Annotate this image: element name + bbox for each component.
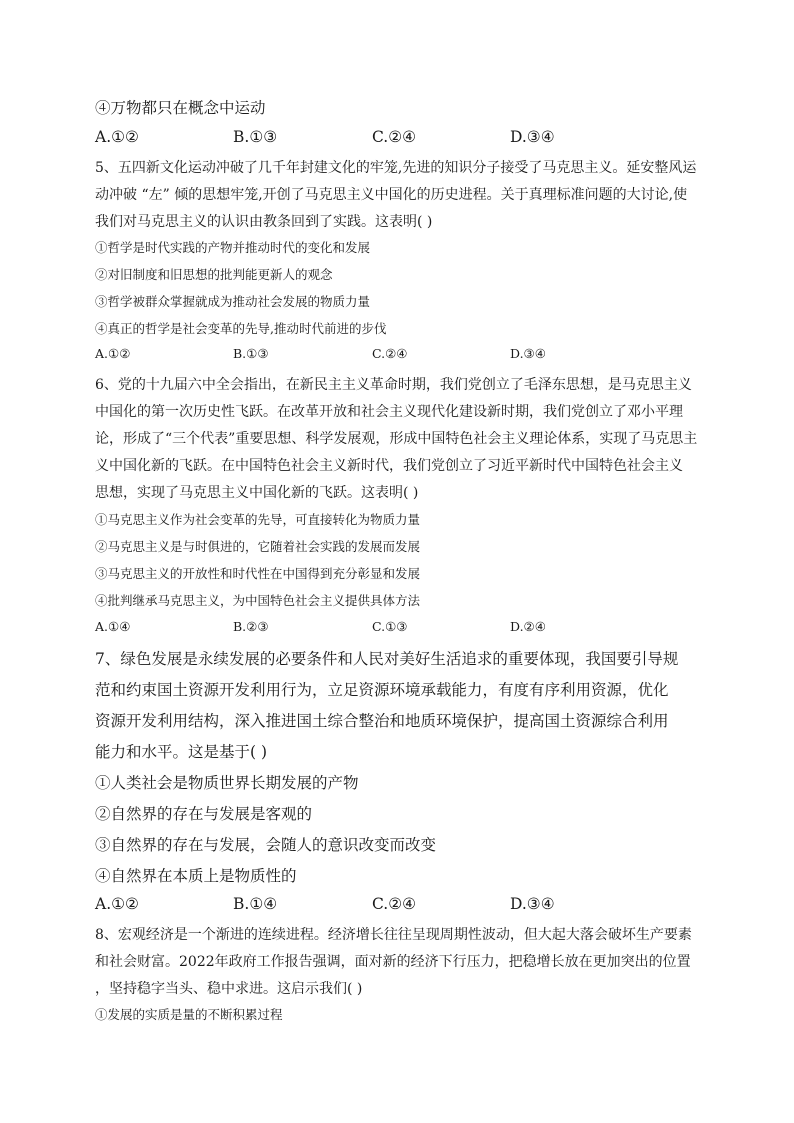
option-d: D.②④ (510, 619, 546, 634)
top-options (95, 128, 735, 150)
option-b: B.①④ (233, 895, 278, 913)
q6-stem-line-4: 义中国化新的飞跃。在中国特色社会主义新时代，我们党创立了习近平新时代中国特色社会主义 (95, 458, 683, 474)
q5-item-2: ②对旧制度和旧思想的批判能更新人的观念 (95, 267, 333, 282)
q8-stem-line-2: 和社会财富。2022年政府工作报告强调，面对新的经济下行压力，把稳增长放在更加突出的位置 (95, 954, 691, 970)
option-c: C.②④ (372, 346, 408, 361)
q6-stem-line-5: 思想，实现了马克思主义中国化新的飞跃。这表明( ) (95, 485, 419, 501)
q5-options (95, 346, 735, 368)
q6-item-2: ②马克思主义是与时俱进的，它随着社会实践的发展而发展 (95, 539, 421, 554)
q5-stem-line-1: 5、五四新文化运动冲破了几千年封建文化的牢笼,先进的知识分子接受了马克思主义。延安整风运 (95, 160, 697, 176)
q6-options (95, 619, 735, 641)
q8-stem-line-1: 8、宏观经济是一个渐进的连续进程。经济增长往往呈现周期性波动，但大起大落会破坏生产要素 (95, 927, 692, 943)
option-a: A.①② (95, 128, 139, 146)
q7-options (95, 895, 735, 917)
q7-item-2: ②自然界的存在与发展是客观的 (95, 805, 313, 823)
q5-item-4: ④真正的哲学是社会变革的先导,推动时代前进的步伐 (95, 321, 387, 336)
option-d: D.③④ (510, 346, 546, 361)
q5-item-1: ①哲学是时代实践的产物并推动时代的变化和发展 (95, 240, 371, 255)
q7-item-4: ④自然界在本质上是物质性的 (95, 867, 297, 885)
q7-item-1: ①人类社会是物质世界长期发展的产物 (95, 774, 359, 792)
q6-stem-line-2: 中国化的第一次历史性飞跃。在改革开放和社会主义现代化建设新时期，我们党创立了邓小平理 (95, 404, 683, 420)
option-b: B.①③ (233, 128, 278, 146)
q5-stem-line-3: 我们对马克思主义的认识由教条回到了实践。这表明( ) (95, 214, 433, 230)
q7-stem-line-1: 7、绿色发展是永续发展的必要条件和人民对美好生活追求的重要体现，我国要引导规 (95, 650, 679, 668)
option-a: A.①② (95, 346, 131, 361)
q6-item-1: ①马克思主义作为社会变革的先导，可直接转化为物质力量 (95, 512, 421, 527)
q7-stem-line-3: 资源开发利用结构，深入推进国土综合整治和地质环境保护，提高国土资源综合利用 (95, 712, 669, 730)
q7-item-3: ③自然界的存在与发展，会随人的意识改变而改变 (95, 836, 437, 854)
option-c: C.①③ (372, 619, 408, 634)
option-d: D.③④ (510, 128, 555, 146)
q8-item-1: ①发展的实质是量的不断积累过程 (95, 1007, 283, 1022)
option-b: B.①③ (233, 346, 269, 361)
option-a: A.①④ (95, 619, 131, 634)
q6-item-3: ③马克思主义的开放性和时代性在中国得到充分彰显和发展 (95, 566, 421, 581)
q6-stem-line-1: 6、党的十九届六中全会指出，在新民主主义革命时期，我们党创立了毛泽东思想，是马克思主义 (95, 377, 692, 393)
q6-stem-line-3: 论，形成了“三个代表”重要思想、科学发展观，形成中国特色社会主义理论体系，实现了马克思主 (95, 431, 698, 447)
q6-item-4: ④批判继承马克思主义，为中国特色社会主义提供具体方法 (95, 593, 421, 608)
option-d: D.③④ (510, 895, 555, 913)
q7-stem-line-2: 范和约束国土资源开发利用行为，立足资源环境承载能力，有度有序利用资源，优化 (95, 681, 669, 699)
q7-stem-line-4: 能力和水平。这是基于( ) (95, 743, 268, 761)
option-c: C.②④ (372, 895, 417, 913)
option-c: C.②④ (372, 128, 417, 146)
q5-stem-line-2: 动冲破 “左” 倾的思想牢笼,开创了马克思主义中国化的历史进程。关于真理标准问题的大讨论,使 (95, 187, 688, 203)
q8-stem-line-3: ，坚持稳字当头、稳中求进。这启示我们( ) (95, 981, 363, 997)
option-a: A.①② (95, 895, 139, 913)
q5-item-3: ③哲学被群众掌握就成为推动社会发展的物质力量 (95, 294, 371, 309)
option-b: B.②③ (233, 619, 269, 634)
top-item-4: ④万物都只在概念中运动 (95, 99, 266, 117)
